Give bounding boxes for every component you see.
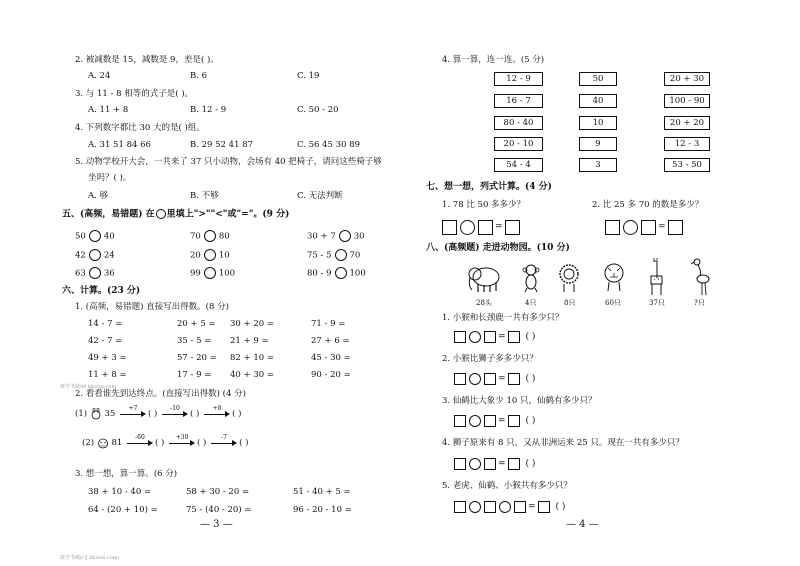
zoo-equation: = ( ) [454,414,535,429]
compare-circle[interactable] [335,267,347,279]
zoo-equation-long: = ( ) [454,500,565,515]
q5-option-a: A. 够 [88,191,109,201]
mixed-calc-item: 96 - 20 - 10 = [293,505,352,515]
compare-row-3: 63 36 [75,268,115,279]
arrow: -10 [162,409,188,419]
watermark: 蒙学书城99 kkwxx.com [60,384,117,390]
q4-option-a: A. 31 51 84 66 [88,140,151,150]
compare-row-3b: 99 100 [190,268,236,279]
operator-circle[interactable] [499,501,511,513]
zoo-question: 5. 老虎、仙鹤、小猴共有多少只？ [442,481,572,491]
q2-option-b: B. 6 [190,71,208,81]
zoo-question: 2. 小猴比狮子多多少只？ [442,354,538,364]
arrow: -60 [127,438,153,448]
match-box-middle[interactable]: 9 [579,137,617,151]
s7-q1-text: 1. 78 比 50 多多少？ [442,200,526,210]
match-box-left[interactable]: 16 - 7 [494,94,543,108]
compare-circle[interactable] [204,230,216,242]
zoo-equation: = ( ) [454,330,535,345]
rabbit-icon [90,408,102,420]
match-box-middle[interactable]: 3 [579,158,617,172]
compare-circle[interactable] [339,230,351,242]
answer-box[interactable] [668,220,683,235]
mixed-calc-item: 51 - 40 + 5 = [293,487,351,497]
compare-circle[interactable] [89,249,101,261]
circle-icon [156,209,166,219]
q3-option-a: A. 11 + 8 [88,105,129,115]
mixed-calc-item: 75 - (40 - 20) = [186,505,252,515]
s6-q2-text: 2. 看看谁先到达终点。(直接写出得数) (4 分) [75,389,246,399]
calc-item: 45 - 30 = [311,353,351,363]
animal-count: ?只 [694,299,705,307]
operator-circle[interactable] [623,220,638,235]
section-6-title: 六、计算。(23 分) [62,286,141,296]
operator-circle[interactable] [469,501,481,513]
answer-box[interactable] [505,220,520,235]
calc-item: 14 - 7 = [88,319,123,329]
answer-box[interactable] [508,331,520,343]
answer-box[interactable] [605,220,620,235]
q5-text-1: 5. 动物学校开大会，一共来了 37 只小动物，会场有 40 把椅子，请问这些椅子够 [75,157,382,167]
compare-circle[interactable] [89,267,101,279]
calc-item: 20 + 5 = [177,319,216,329]
page-number: — 3 — [200,519,233,530]
zoo-equation: = ( ) [454,372,535,387]
animal-count: 4只 [525,299,537,307]
calc-item: 49 + 3 = [88,353,127,363]
page-number: — 4 — [566,519,599,530]
zoo-question: 4. 狮子原来有 8 只，又从非洲运来 25 只。现在一共有多少只？ [442,438,684,448]
answer-box[interactable] [484,331,496,343]
calc-item: 17 - 9 = [177,370,212,380]
calc-item: 57 - 20 = [177,353,217,363]
q3-option-c: C. 50 - 20 [297,105,339,115]
mixed-calc-item: 58 + 30 - 20 = [186,487,250,497]
right-page [400,0,800,566]
mixed-calc-item: 64 - (20 + 10) = [88,505,158,515]
answer-box[interactable] [538,501,550,513]
tiger-icon [97,437,109,449]
animal-count: 8只 [564,299,576,307]
answer-box[interactable] [454,415,466,427]
match-box-right[interactable]: 20 + 30 [664,72,710,86]
compare-row-1b: 70 80 [190,231,230,242]
arrow: +30 [169,438,195,448]
operator-circle[interactable] [469,415,481,427]
section-8-title: 八、(高频题) 走进动物园。(10 分) [426,243,570,253]
answer-box[interactable] [442,220,457,235]
section-7-title: 七、想一想，列式计算。(4 分) [426,182,552,192]
answer-box[interactable] [484,415,496,427]
q4-option-c: C. 56 45 30 89 [297,140,360,150]
answer-box[interactable] [508,458,520,470]
s7-equation-1: = [442,219,520,236]
answer-box[interactable] [641,220,656,235]
calc-item: 90 - 20 = [311,370,351,380]
calc-item: 42 - 7 = [88,336,123,346]
answer-box[interactable] [454,373,466,385]
match-box-left[interactable]: 54 - 4 [494,158,543,172]
compare-circle[interactable] [204,267,216,279]
q4-text: 4. 下列数字都比 30 大的是( )组。 [75,123,205,133]
compare-circle[interactable] [89,230,101,242]
compare-row-2c: 75 - 5 70 [307,250,361,261]
q2-option-a: A. 24 [88,71,111,81]
q5-option-c: C. 无法判断 [297,191,343,201]
compare-circle[interactable] [204,249,216,261]
match-box-left[interactable]: 80 - 40 [494,116,543,130]
match-box-right[interactable]: 12 - 3 [664,137,710,151]
match-box-right[interactable]: 100 - 90 [664,94,710,108]
calc-item: 11 + 8 = [88,370,127,380]
compare-row-3c: 80 - 9 100 [307,268,366,279]
match-box-left[interactable]: 12 - 9 [494,72,543,86]
calc-item: 21 + 9 = [230,336,269,346]
operator-circle[interactable] [469,331,481,343]
crane-icon [691,258,711,296]
tiger-icon [601,262,627,292]
s6-q3-text: 3. 想一想，算一算。(6 分) [75,469,178,479]
s7-equation-2: = [605,219,683,236]
q2-option-c: C. 19 [297,71,320,81]
section-5-title: 五、(高频，易错题) 在 里填上">""<"或"="。(9 分) [62,209,290,220]
bottom-watermark: 蒙学书城(CJ kkwxx.com) [60,555,120,561]
monkey-icon [520,263,542,293]
q5-text-2: 坐吗？( )。 [88,173,132,183]
s6-q1-text: 1. (高频，易错题) 直接写出得数。(8 分) [75,302,229,312]
calc-item: 35 - 5 = [177,336,212,346]
lion-icon [557,263,581,293]
answer-box[interactable] [478,220,493,235]
answer-box[interactable] [514,501,526,513]
match-box-right[interactable]: 20 + 20 [664,116,710,130]
calc-item: 27 + 6 = [311,336,350,346]
match-box-left[interactable]: 20 - 10 [494,137,543,151]
mixed-calc-item: 38 + 10 - 40 = [88,487,152,497]
calc-item: 30 + 20 = [230,319,274,329]
match-box-middle[interactable]: 50 [579,72,617,86]
giraffe-icon [646,258,666,296]
animal-count: 37只 [649,299,665,307]
answer-box[interactable] [454,458,466,470]
operator-circle[interactable] [469,373,481,385]
zoo-equation: = ( ) [454,457,535,472]
s7-q2-text: 2. 比 25 多 70 的数是多少？ [592,200,704,210]
zoo-question: 1. 小猴和长颈鹿一共有多少只？ [442,313,564,323]
answer-box[interactable] [484,373,496,385]
q3-text: 3. 与 11 - 8 相等的式子是( )。 [75,89,194,99]
calc-item: 71 - 9 = [311,319,346,329]
elephant-icon [466,262,502,294]
operator-circle[interactable] [460,220,475,235]
answer-box[interactable] [454,331,466,343]
animal-count: 28头 [476,299,492,307]
zoo-question: 3. 仙鹤比大象少 10 只，仙鹤有多少只？ [442,396,597,406]
q4-match-title: 4. 算一算，连一连。(5 分) [442,55,545,65]
compare-row-2: 42 24 [75,250,115,261]
arrow: +7 [120,409,146,419]
q5-option-b: B. 不够 [190,191,219,201]
match-box-middle[interactable]: 10 [579,116,617,130]
animal-count: 60只 [605,299,621,307]
compare-row-1: 50 40 [75,231,115,242]
arrow: -7 [211,438,237,448]
answer-box[interactable] [508,415,520,427]
compare-row-1c: 30 + 7 30 [307,231,365,242]
chain-1: (1) 35 +7 ( ) -10 ( ) +8 ( ) [75,404,242,419]
compare-circle[interactable] [335,249,347,261]
answer-box[interactable] [484,458,496,470]
operator-circle[interactable] [469,458,481,470]
arrow: +8 [204,409,230,419]
match-box-right[interactable]: 53 - 50 [664,158,710,172]
q2-text: 2. 被减数是 15，减数是 9，差是( )。 [75,55,219,65]
chain-2: (2) 81 -60 ( ) +30 ( ) -7 ( ) [82,433,249,448]
calc-item: 82 + 10 = [230,353,274,363]
answer-box[interactable] [508,373,520,385]
q4-option-b: B. 29 52 41 87 [190,140,254,150]
q3-option-b: B. 12 - 9 [190,105,227,115]
match-box-middle[interactable]: 40 [579,94,617,108]
answer-box[interactable] [484,501,496,513]
answer-box[interactable] [454,501,466,513]
calc-item: 40 + 30 = [230,370,274,380]
compare-row-2b: 20 10 [190,250,230,261]
